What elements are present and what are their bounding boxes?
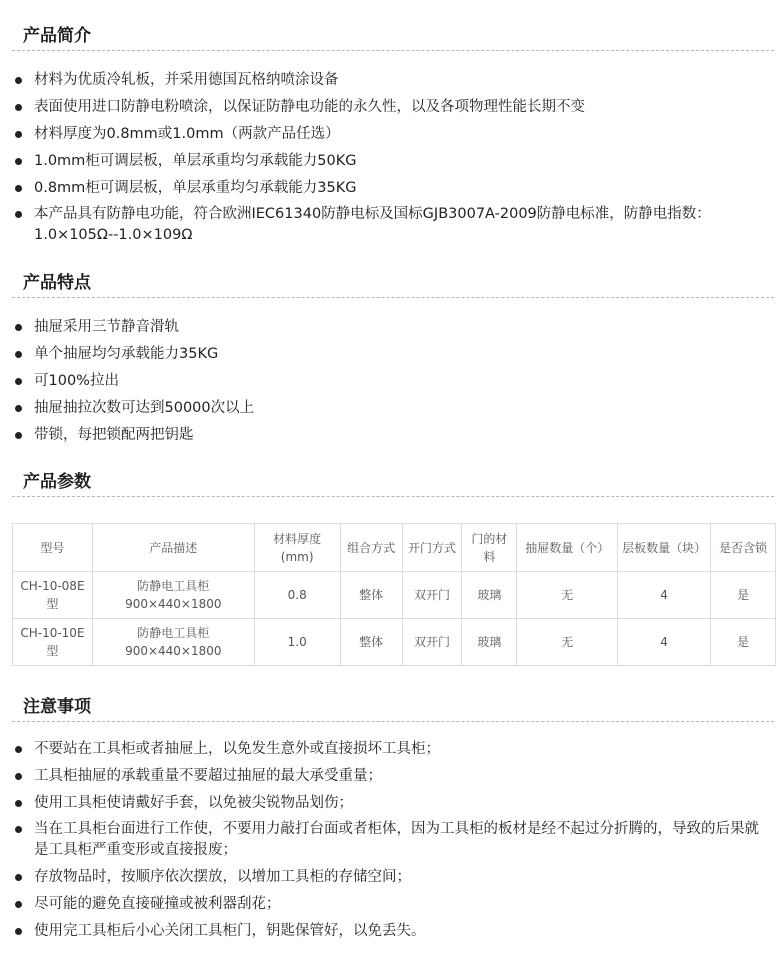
list-item <box>0 94 776 121</box>
features-section <box>0 269 776 449</box>
table-cell: 双开门 <box>402 619 462 666</box>
list-item-text: 抽屉采用三节静音滑轨 <box>34 319 179 335</box>
list-item <box>0 175 776 202</box>
list-item-text: 不要站在工具柜或者抽屉上，以免发生意外或直接损坏工具柜； <box>34 741 440 757</box>
notes-section <box>0 693 776 945</box>
features-title: 产品特点 <box>23 273 91 293</box>
list-item-text: 抽屉抽拉次数可达到50000次以上 <box>34 400 255 416</box>
list-item-text: 材料为优质冷轧板，并采用德国瓦格纳喷涂设备 <box>34 72 339 88</box>
table-cell: 是 <box>711 619 776 666</box>
bullet-icon <box>15 158 22 165</box>
table-cell: CH-10-10E型 <box>13 619 93 666</box>
intro-list <box>0 67 776 249</box>
bullet-icon <box>15 746 22 753</box>
features-list <box>0 314 776 449</box>
list-item-text: 当在工具柜台面进行工作使，不要用力敲打台面或者柜体，因为工具柜的板材是经不起过分折腾的，导致的后果就是工具柜严重变形或直接报废； <box>34 821 759 858</box>
list-item-text: 使用完工具柜后小心关闭工具柜门，钥匙保管好，以免丢失。 <box>34 923 426 939</box>
bullet-icon <box>15 351 22 358</box>
table-row <box>13 619 776 666</box>
table-cell: 防静电工具柜 900×440×1800 <box>92 572 254 619</box>
bullet-icon <box>15 874 22 881</box>
bullet-icon <box>15 826 22 833</box>
intro-divider <box>12 50 774 51</box>
table-cell: 玻璃 <box>462 619 517 666</box>
list-item <box>0 790 776 817</box>
table-header-cell: 材料厚度(mm) <box>254 524 340 572</box>
notes-list <box>0 736 776 945</box>
table-header-cell: 门的材料 <box>462 524 517 572</box>
table-header-cell: 是否含锁 <box>711 524 776 572</box>
list-item-text: 尽可能的避免直接碰撞或被利器刮花； <box>34 896 281 912</box>
list-item <box>0 864 776 891</box>
table-cell: 4 <box>618 619 711 666</box>
list-item <box>0 314 776 341</box>
list-item-text: 0.8mm柜可调层板，单层承重均匀承载能力35KG <box>34 180 357 196</box>
params-title: 产品参数 <box>23 472 91 492</box>
list-item-text: 可100%拉出 <box>34 373 119 389</box>
params-divider <box>12 496 774 497</box>
list-item <box>0 817 776 864</box>
list-item <box>0 918 776 945</box>
list-item <box>0 368 776 395</box>
table-cell: 整体 <box>340 572 402 619</box>
table-header-cell: 型号 <box>13 524 93 572</box>
list-item <box>0 891 776 918</box>
list-item-text: 本产品具有防静电功能，符合欧洲IEC61340防静电标及国标GJB3007A-2009防静电标准，防静电指数：1.0×105Ω--1.0×109Ω <box>34 206 711 243</box>
params-section <box>0 468 776 497</box>
table-cell: 0.8 <box>254 572 340 619</box>
table-header-cell: 开门方式 <box>402 524 462 572</box>
table-cell: 双开门 <box>402 572 462 619</box>
list-item <box>0 341 776 368</box>
bullet-icon <box>15 77 22 84</box>
table-cell: 玻璃 <box>462 572 517 619</box>
table-header-row <box>13 524 776 572</box>
bullet-icon <box>15 378 22 385</box>
bullet-icon <box>15 324 22 331</box>
intro-section <box>0 22 776 249</box>
bullet-icon <box>15 211 22 218</box>
list-item <box>0 121 776 148</box>
table-cell: CH-10-08E型 <box>13 572 93 619</box>
list-item-text: 材料厚度为0.8mm或1.0mm（两款产品任选） <box>34 126 340 142</box>
list-item-text: 1.0mm柜可调层板，单层承重均匀承载能力50KG <box>34 153 357 169</box>
bullet-icon <box>15 405 22 412</box>
table-header-cell: 组合方式 <box>340 524 402 572</box>
table-cell: 无 <box>517 619 618 666</box>
list-item-text: 单个抽屉均匀承载能力35KG <box>34 346 219 362</box>
intro-title: 产品简介 <box>23 26 91 46</box>
list-item-text: 带锁，每把锁配两把钥匙 <box>34 427 194 443</box>
table-cell: 防静电工具柜 900×440×1800 <box>92 619 254 666</box>
bullet-icon <box>15 104 22 111</box>
table-cell: 是 <box>711 572 776 619</box>
notes-title: 注意事项 <box>23 697 91 717</box>
table-cell: 1.0 <box>254 619 340 666</box>
table-cell: 整体 <box>340 619 402 666</box>
list-item <box>0 202 776 249</box>
list-item-text: 使用工具柜使请戴好手套，以免被尖锐物品划伤； <box>34 795 353 811</box>
table-header-cell: 抽屉数量（个） <box>517 524 618 572</box>
list-item <box>0 395 776 422</box>
notes-divider <box>12 721 774 722</box>
bullet-icon <box>15 800 22 807</box>
table-header-cell: 产品描述 <box>92 524 254 572</box>
table-cell: 4 <box>618 572 711 619</box>
list-item <box>0 736 776 763</box>
list-item-text: 存放物品时，按顺序依次摆放，以增加工具柜的存储空间； <box>34 869 411 885</box>
list-item <box>0 67 776 94</box>
list-item <box>0 763 776 790</box>
list-item <box>0 422 776 449</box>
list-item-text: 表面使用进口防静电粉喷涂，以保证防静电功能的永久性，以及各项物理性能长期不变 <box>34 99 585 115</box>
table-row <box>13 572 776 619</box>
table-header-cell: 层板数量（块） <box>618 524 711 572</box>
bullet-icon <box>15 773 22 780</box>
bullet-icon <box>15 432 22 439</box>
bullet-icon <box>15 901 22 908</box>
list-item-text: 工具柜抽屉的承载重量不要超过抽屉的最大承受重量； <box>34 768 382 784</box>
params-table <box>12 523 776 666</box>
bullet-icon <box>15 185 22 192</box>
features-divider <box>12 297 774 298</box>
table-cell: 无 <box>517 572 618 619</box>
list-item <box>0 148 776 175</box>
bullet-icon <box>15 131 22 138</box>
bullet-icon <box>15 928 22 935</box>
